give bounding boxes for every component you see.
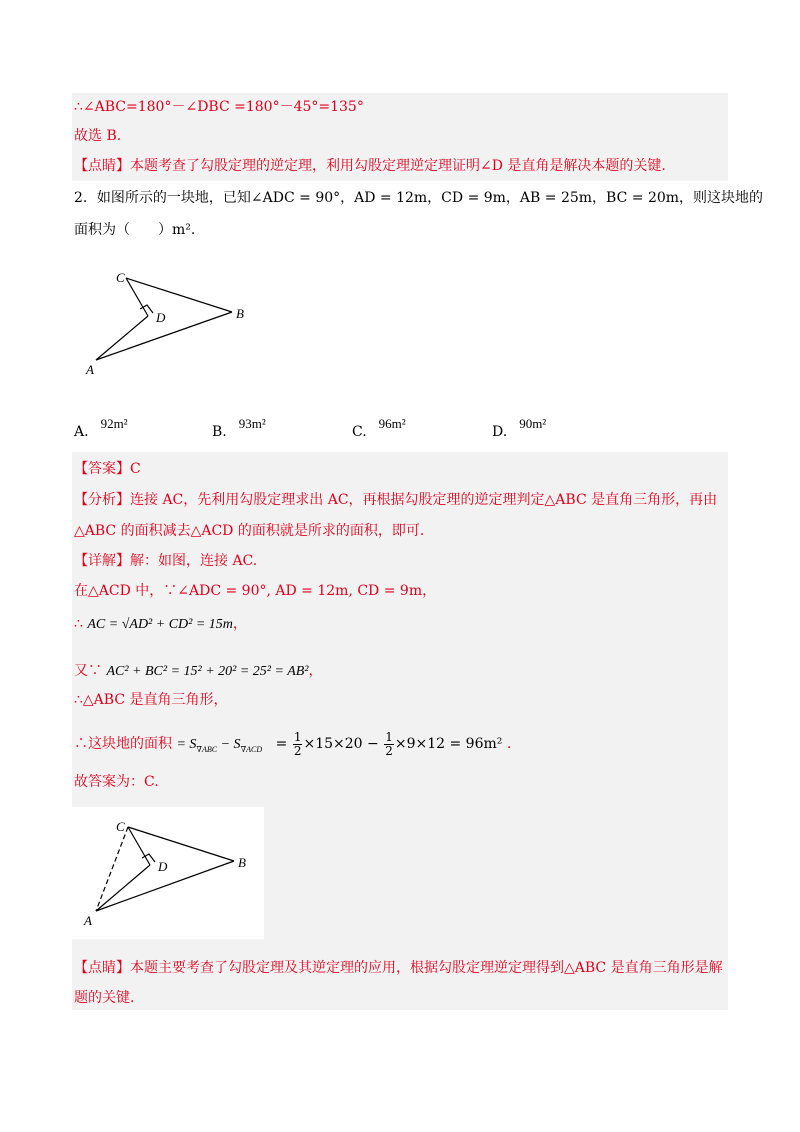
detail-line (74, 551, 257, 571)
step-4: ∴△ABC 是直角三角形， (74, 692, 228, 708)
choice-letter: B. (212, 424, 227, 440)
label-a: A (86, 362, 94, 377)
question-line-1: 2．如图所示的一块地，已知∠ADC = 90°，AD = 12m，CD = 9m，AB = 25m，BC = 20m，则这块地的 (74, 190, 764, 206)
analysis-text: 连接 AC，先利用勾股定理求出 AC，再根据勾股定理的逆定理判定△ABC 是直角三角形，再由 (130, 492, 718, 508)
fraction-half (384, 731, 394, 758)
analysis-line-2: △ABC 的面积减去△ACD 的面积就是所求的面积，即可. (74, 523, 425, 539)
step-2 (74, 614, 247, 635)
answer-line (74, 459, 141, 479)
choice-letter: D. (492, 424, 508, 440)
answer-tag: 【答案】 (74, 461, 130, 477)
answer-comment-line-1 (74, 958, 723, 978)
comment-text: 本题考查了勾股定理的逆定理，利用勾股定理逆定理证明∠D 是直角是解决本题的关键. (130, 158, 666, 174)
step-3 (74, 661, 323, 682)
fraction-denominator: 2 (385, 743, 393, 758)
choice-value: 92m² (100, 416, 128, 431)
label-c: C (116, 819, 125, 834)
question-line-2: 面积为（ ）m². (74, 222, 196, 238)
step-5-calc-2: ×9×12 = 96m² (394, 736, 503, 752)
choice-value: 90m² (519, 416, 547, 431)
step-3-math: AC² + BC² = 15² + 20² = 25² = AB² (106, 664, 309, 679)
step-5-sub-b: ∇ACD (240, 744, 263, 754)
choice-a (74, 412, 128, 440)
step-2-suffix: ， (232, 616, 247, 632)
label-b: B (236, 306, 244, 321)
choice-value: 96m² (378, 416, 406, 431)
choice-letter: A. (74, 424, 89, 440)
question-figure (80, 262, 270, 380)
step-1: 在△ACD 中，∵∠ADC = 90°, AD = 12m, CD = 9m， (74, 583, 437, 599)
fraction-half (293, 731, 303, 758)
comment-tag: 【点睛】 (74, 960, 130, 976)
analysis-line-1 (74, 490, 717, 510)
step-2-prefix: ∴ (74, 616, 83, 632)
step-5-eq: = (275, 736, 288, 752)
analysis-tag: 【分析】 (74, 492, 130, 508)
label-d: D (158, 859, 168, 874)
detail-intro: 解：如图，连接 AC. (130, 553, 258, 569)
step-5-calculation (275, 729, 507, 758)
fraction-numerator: 1 (385, 729, 393, 744)
fraction-numerator: 1 (293, 729, 302, 744)
answer-figure-box (72, 807, 264, 939)
label-b: B (238, 855, 246, 870)
step-5-area-expression (176, 737, 265, 752)
choice-b (212, 412, 266, 440)
comment-tag: 【点睛】 (74, 158, 130, 174)
step-5-calc-1: ×15×20 − (303, 736, 379, 752)
label-d: D (156, 310, 166, 325)
prev-solution-line-2: 故选 B. (74, 128, 122, 144)
step-2-math: AC = √AD² + CD² = 15m (87, 617, 233, 632)
label-a: A (84, 913, 92, 928)
choice-c (352, 412, 406, 440)
detail-tag: 【详解】 (74, 553, 130, 569)
prev-comment (74, 156, 666, 176)
step-3-prefix: 又∵ (74, 663, 102, 679)
prev-solution-line-1: ∴∠ABC=180°－∠DBC =180°－45°=135° (74, 99, 364, 115)
conclusion: 故答案为：C. (74, 774, 159, 790)
step-5-term-b: − S (220, 737, 241, 752)
comment-text: 本题主要考查了勾股定理及其逆定理的应用，根据勾股定理逆定理得到△ABC 是直角三角形是解 (130, 960, 723, 976)
step-3-suffix: ， (308, 663, 323, 679)
answer-value: C (130, 461, 141, 477)
step-5 (74, 727, 511, 767)
choice-letter: C. (352, 424, 367, 440)
step-5-sub-a: ∇ABC (196, 744, 218, 754)
fraction-denominator: 2 (293, 743, 302, 758)
step-5-prefix: ∴这块地的面积 (74, 736, 172, 752)
step-5-term-a: = S (176, 737, 197, 752)
choice-d (492, 412, 547, 440)
answer-comment-line-2: 题的关键. (74, 990, 135, 1006)
step-5-suffix: . (506, 736, 512, 752)
label-c: C (116, 270, 125, 285)
choice-value: 93m² (238, 416, 266, 431)
answer-figure (72, 807, 264, 939)
